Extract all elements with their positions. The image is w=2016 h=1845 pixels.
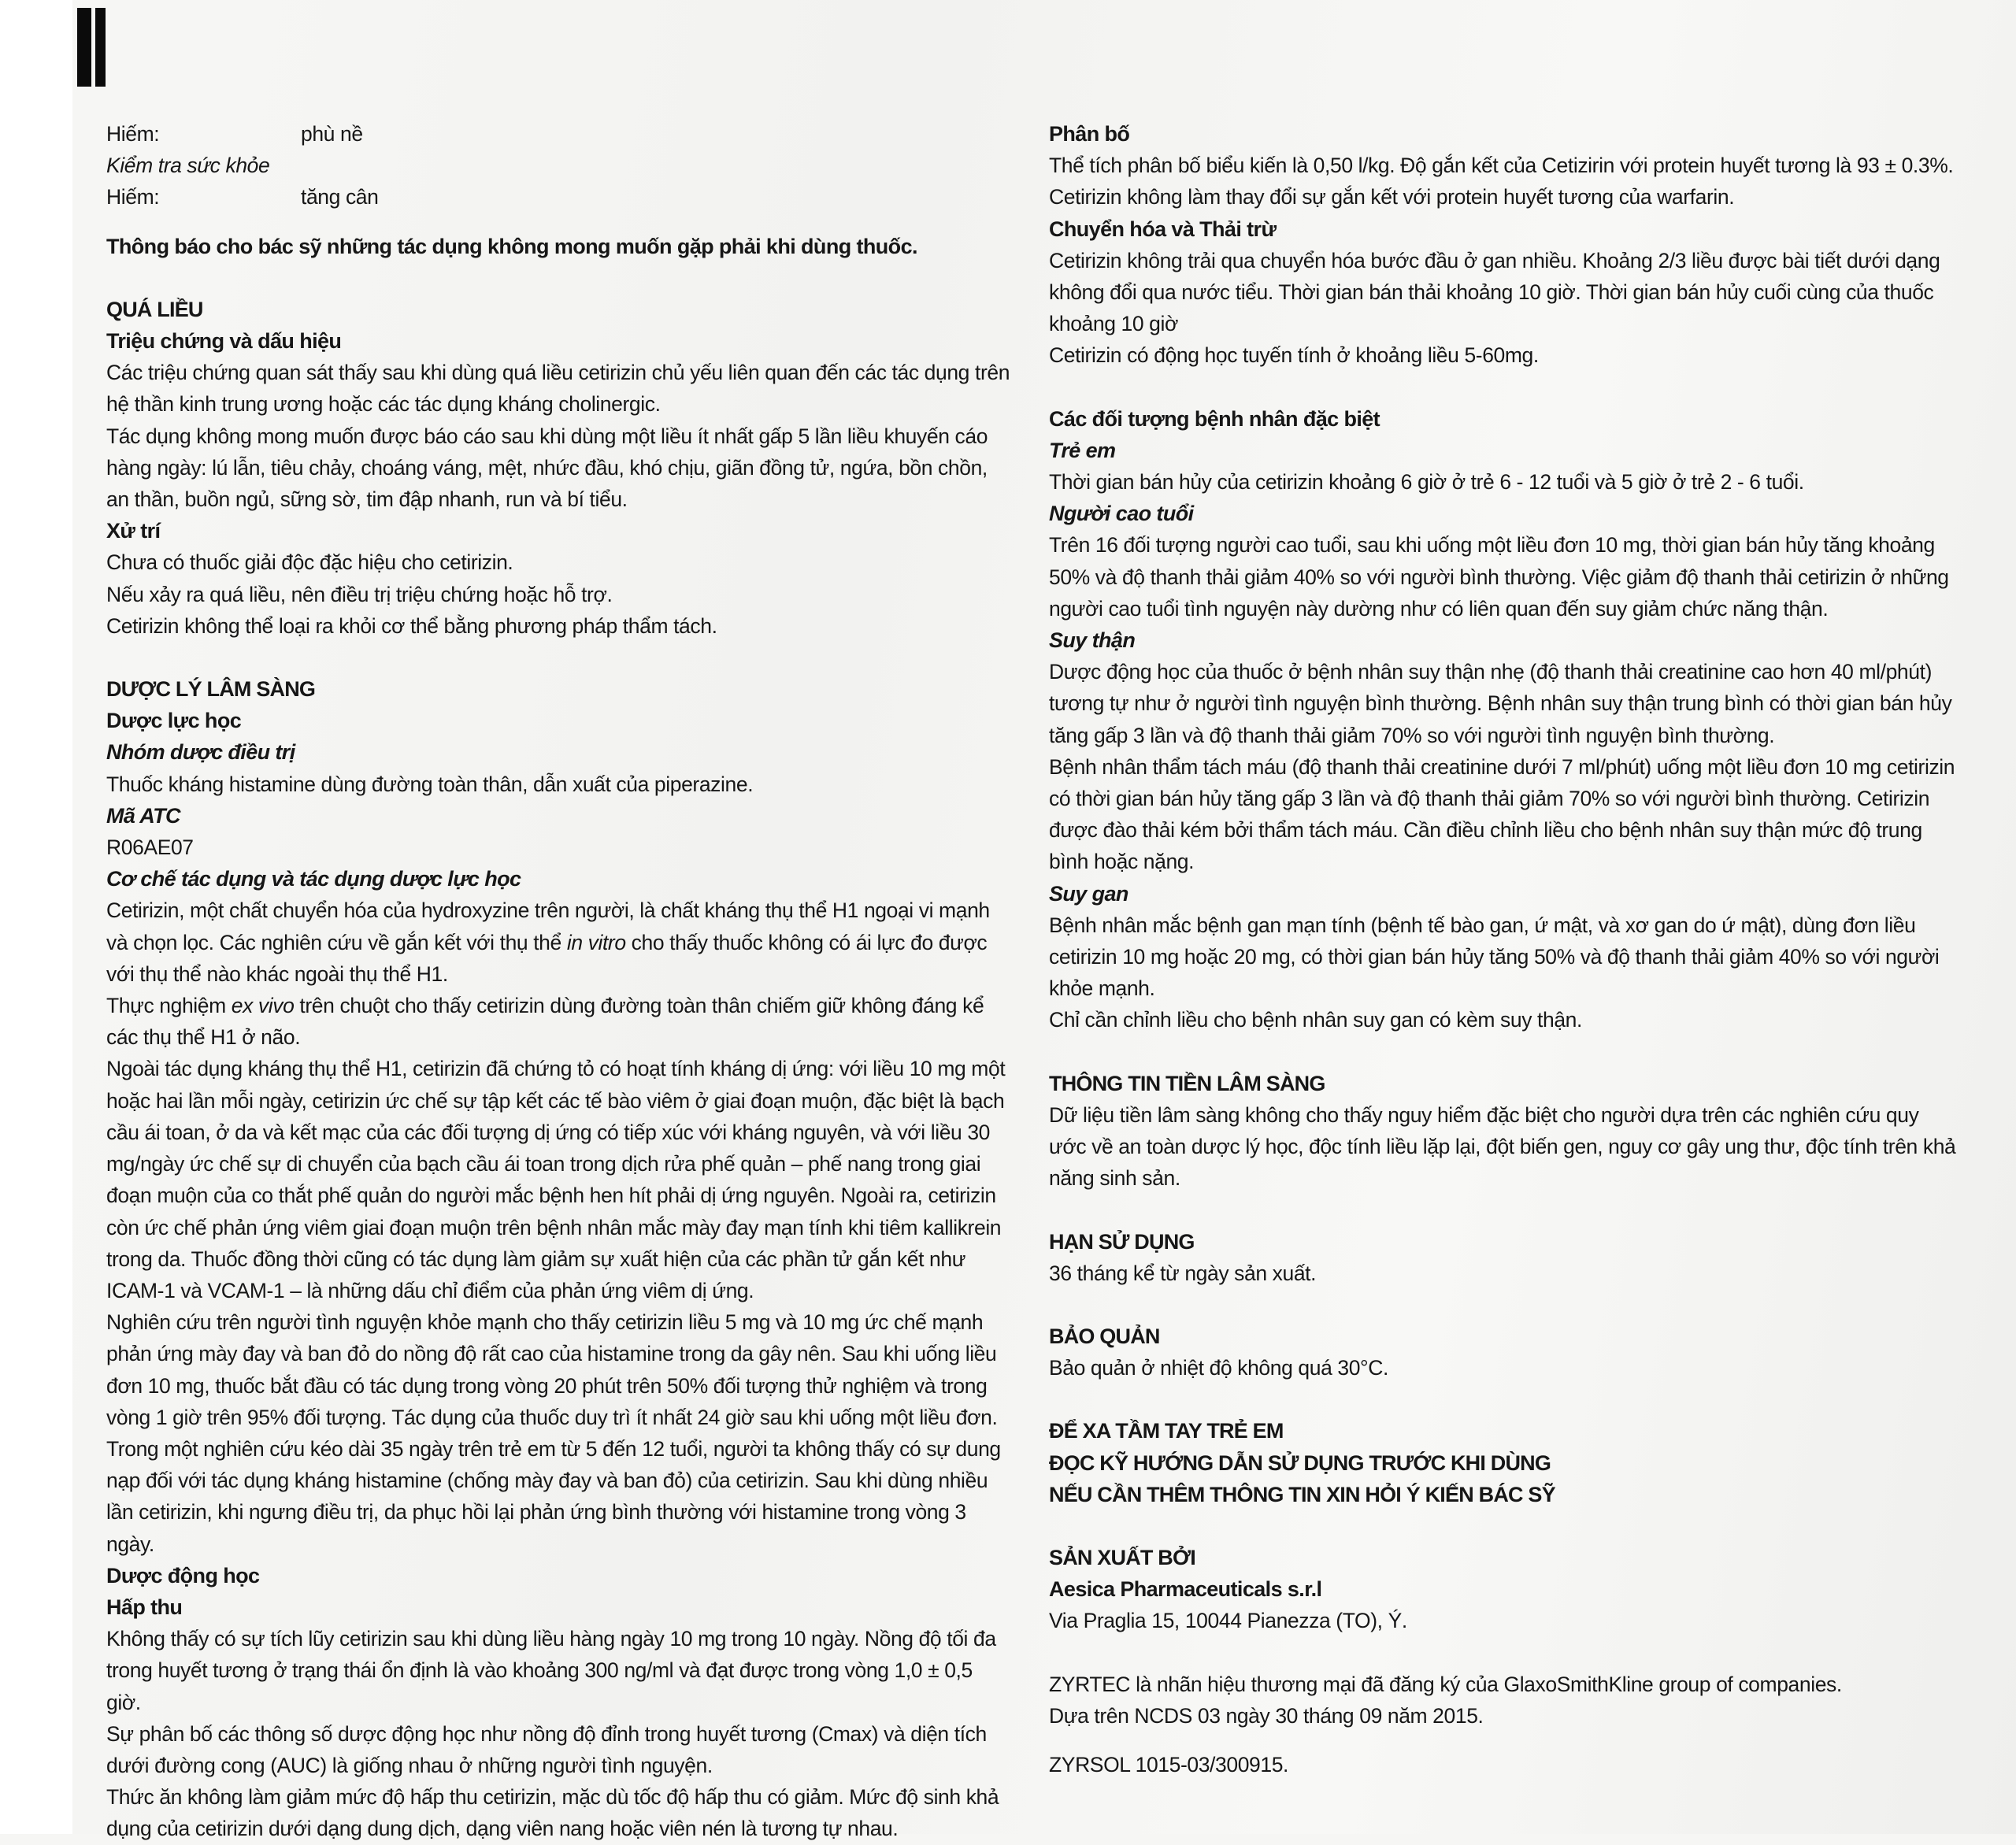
side-effect-row [106, 181, 1012, 213]
paragraph: Dữ liệu tiền lâm sàng không cho thấy nguy hiểm đặc biệt cho người dựa trên các nghiên cứu quy ước về an toàn dược lý học, độc tính liều lặp lại, đột biến gen, nguy cơ gây ung thư, độc tính trên khả năng sinh sản. [1049, 1102, 1956, 1191]
paragraph: Sự phân bố các thông số dược động học như nồng độ đỉnh trong huyết tương (Cmax) và diện tích dưới đường cong (AUC) là giống nhau ở những người tình nguyện. [106, 1721, 987, 1777]
paragraph: Thời gian bán hủy của cetirizin khoảng 6 giờ ở trẻ 6 - 12 tuổi và 5 giờ ở trẻ 2 - 6 tuổi. [1049, 470, 1804, 495]
warning-line: ĐỌC KỸ HƯỚNG DẪN SỬ DỤNG TRƯỚC KHI DÙNG [1049, 1450, 1551, 1475]
subsection-title: Dược lực học [106, 709, 242, 733]
registration-mark [95, 8, 106, 87]
subsection-title: Chuyển hóa và Thải trừ [1049, 217, 1277, 241]
subsection-title: Xử trí [106, 519, 161, 543]
subsection-title: Suy gan [1049, 881, 1128, 906]
subsection-title: Người cao tuổi [1049, 502, 1194, 526]
frequency-label: Hiếm: [106, 185, 160, 209]
section-title-manufacturer: SẢN XUẤT BỞI [1049, 1545, 1195, 1569]
reference-note: Dựa trên NCDS 03 ngày 30 tháng 09 năm 2015. [1049, 1703, 1484, 1728]
paragraph: Chưa có thuốc giải độc đặc hiệu cho cetirizin. [106, 550, 513, 575]
paragraph: Thực nghiệm ex vivo trên chuột cho thấy cetirizin dùng đường toàn thân chiếm giữ không đáng kể các thụ thể H1 ở não. [106, 994, 984, 1050]
subsection-title: Các đối tượng bệnh nhân đặc biệt [1049, 406, 1380, 431]
section-title-overdose: QUÁ LIỀU [106, 297, 203, 321]
paragraph: Các triệu chứng quan sát thấy sau khi dùng quá liều cetirizin chủ yếu liên quan đến các tác dụng trên hệ thần kinh trung ương hoặc các tác dụng kháng cholinergic. [106, 361, 1010, 417]
paragraph: Cetirizin không trải qua chuyển hóa bước đầu ở gan nhiều. Khoảng 2/3 liều được bài tiết dưới dạng không đổi qua nước tiểu. Thời gian bán thải khoảng 10 giờ. Thời gian bán hủy cuối cùng của thuốc khoảng 10 giờ [1049, 248, 1940, 336]
subsection-title: Hấp thu [106, 1595, 183, 1619]
paragraph: Cetirizin, một chất chuyển hóa của hydroxyzine trên người, là chất kháng thụ thể H1 ngoại vi mạnh và chọn lọc. Các nghiên cứu về gắn kết với thụ thể in vitro cho thấy thuốc không có ái lực đo được với thụ thể nào khác ngoài thụ thể H1. [106, 898, 990, 986]
paragraph: Nếu xảy ra quá liều, nên điều trị triệu chứng hoặc hỗ trợ. [106, 582, 613, 606]
category-label: Kiểm tra sức khỏe [106, 154, 270, 178]
paragraph: Dược động học của thuốc ở bệnh nhân suy thận nhẹ (độ thanh thải creatinine cao hơn 40 ml/phút) tương tự như ở người tình nguyện bình thường. Bệnh nhân suy thận trung bình có thời gian bán hủy tăng gấp 3 lần và độ thanh thải giảm 70% so với người tình nguyện bình thường. [1049, 660, 1952, 747]
trademark-note: ZYRTEC là nhãn hiệu thương mại đã đăng ký của GlaxoSmithKline group of companies. [1049, 1672, 1842, 1696]
paragraph: Chỉ cần chỉnh liều cho bệnh nhân suy gan có kèm suy thận. [1049, 1008, 1582, 1032]
paragraph: Bệnh nhân thẩm tách máu (độ thanh thải creatinine dưới 7 ml/phút) uống một liều đơn 10 mg cetirizin có thời gian bán hủy tăng gấp 3 lần và độ thanh thải giảm 70% so với người bình thường. Cetirizin được đào thải kém bởi thẩm tách máu. Cần điều chỉnh liều cho bệnh nhân suy thận mức độ trung bình hoặc nặng. [1049, 754, 1955, 874]
manufacturer-name: Aesica Pharmaceuticals s.r.l [1049, 1577, 1322, 1602]
right-column [1049, 118, 1959, 1780]
paragraph: Tác dụng không mong muốn được báo cáo sau khi dùng một liều ít nhất gấp 5 lần liều khuyến cáo hàng ngày: lú lẫn, tiêu chảy, choáng váng, mệt, nhức đầu, khó chịu, giãn đồng tử, ngứa, bồn chồn, an thần, buồn ngủ, sững sờ, tim đập nhanh, run và bí tiểu. [106, 424, 988, 512]
subsection-title: Trẻ em [1049, 438, 1116, 462]
notify-doctor-note: Thông báo cho bác sỹ những tác dụng không mong muốn gặp phải khi dùng thuốc. [106, 234, 917, 258]
side-effect-value: phù nề [301, 122, 363, 146]
paragraph: Thức ăn không làm giảm mức độ hấp thu cetirizin, mặc dù tốc độ hấp thu có giảm. Mức độ sinh khả dụng của cetirizin dưới dạng dung dịch, dạng viên nang hoặc viên nén là tương tự nhau. [106, 1785, 999, 1841]
paragraph: Cetirizin có động học tuyến tính ở khoảng liều 5-60mg. [1049, 343, 1539, 368]
paragraph: Trên 16 đối tượng người cao tuổi, sau khi uống một liều đơn 10 mg, thời gian bán hủy tăng khoảng 50% và độ thanh thải giảm 40% so với người bình thường. Việc giảm độ thanh thải cetirizin ở những người cao tuổi tình nguyện này dường như có liên quan đến suy giảm chức năng thận. [1049, 533, 1949, 621]
paragraph: 36 tháng kể từ ngày sản xuất. [1049, 1261, 1317, 1285]
left-column [106, 118, 1012, 1845]
page-margin [0, 0, 72, 1834]
side-effect-value: tăng cân [301, 185, 379, 209]
subsection-title: Nhóm dược điều trị [106, 740, 295, 765]
section-title-storage: BẢO QUẢN [1049, 1324, 1160, 1348]
warning-line: NẾU CẦN THÊM THÔNG TIN XIN HỎI Ý KIẾN BÁC SỸ [1049, 1482, 1555, 1506]
paragraph: Không thấy có sự tích lũy cetirizin sau khi dùng liều hàng ngày 10 mg trong 10 ngày. Nồng độ tối đa trong huyết tương ở trạng thái ổn định là vào khoảng 300 ng/ml và đạt được trong vòng 1,0 ± 0,5 giờ. [106, 1627, 996, 1714]
manufacturer-address: Via Praglia 15, 10044 Pianezza (TO), Ý. [1049, 1609, 1407, 1633]
paragraph: Cetirizin không thể loại ra khỏi cơ thể bằng phương pháp thẩm tách. [106, 613, 717, 638]
paragraph: Bệnh nhân mắc bệnh gan mạn tính (bệnh tế bào gan, ứ mật, và xơ gan do ứ mật), dùng đơn liều cetirizin 10 mg hoặc 20 mg, có thời gian bán hủy tăng 50% và độ thanh thải giảm 40% so với người khỏe mạnh. [1049, 913, 1940, 1001]
paragraph: Thuốc kháng histamine dùng đường toàn thân, dẫn xuất của piperazine. [106, 772, 754, 796]
subsection-title: Triệu chứng và dấu hiệu [106, 329, 342, 354]
subsection-title: Cơ chế tác dụng và tác dụng dược lực học [106, 867, 521, 891]
warning-line: ĐỂ XA TẦM TAY TRẺ EM [1049, 1419, 1284, 1443]
paragraph: Nghiên cứu trên người tình nguyện khỏe mạnh cho thấy cetirizin liều 5 mg và 10 mg ức chế mạnh phản ứng mày đay và ban đỏ do nồng độ rất cao của histamine trong da gây nên. Sau khi uống liều đơn 10 mg, thuốc bắt đầu có tác dụng trong vòng 20 phút trên 50% đối tượng thử nghiệm và trong vòng 1 giờ trên 95% đối tượng. Tác dụng của thuốc duy trì ít nhất 24 giờ sau khi uống một liều đơn. Trong một nghiên cứu kéo dài 35 ngày trên trẻ em từ 5 đến 12 tuổi, người ta không thấy có sự dung nạp đối với tác dụng kháng histamine (chống mày đay và ban đỏ) của cetirizin. Sau khi dùng nhiều lần cetirizin, khi ngưng điều trị, da phục hồi lại phản ứng bình thường với histamine trong vòng 3 ngày. [106, 1310, 1001, 1556]
side-effect-row [106, 118, 1012, 150]
subsection-title: Suy thận [1049, 628, 1136, 653]
frequency-label: Hiếm: [106, 122, 160, 146]
atc-code: R06AE07 [106, 835, 194, 860]
subsection-title: Dược động học [106, 1563, 260, 1588]
paragraph: Bảo quản ở nhiệt độ không quá 30°C. [1049, 1356, 1388, 1380]
registration-mark [77, 8, 91, 87]
section-title-shelf-life: HẠN SỬ DỤNG [1049, 1229, 1195, 1254]
section-title-preclinical: THÔNG TIN TIỀN LÂM SÀNG [1049, 1071, 1325, 1095]
document-code: ZYRSOL 1015-03/300915. [1049, 1752, 1289, 1776]
paragraph: Ngoài tác dụng kháng thụ thể H1, cetirizin đã chứng tỏ có hoạt tính kháng dị ứng: với liều 10 mg một hoặc hai lần mỗi ngày, cetirizin ức chế sự tập kết các tế bào viêm ở giai đoạn muộn, đặc biệt là bạch cầu ái toan, ở da và kết mạc của các đối tượng dị ứng có tiếp xúc với kháng nguyên, và với liều 30 mg/ngày ức chế sự di chuyển của bạch cầu ái toan trong dịch rửa phế quản – phế nang trong giai đoạn muộn của co thắt phế quản do người mắc bệnh hen hít phải dị ứng nguyên. Ngoài ra, cetirizin còn ức chế phản ứng viêm giai đoạn muộn trên bệnh nhân mắc mày đay mạn tính khi tiêm kallikrein trong da. Thuốc đồng thời cũng có tác dụng làm giảm sự xuất hiện của các phần tử gắn kết như ICAM-1 và VCAM-1 – là những dấu chỉ điểm của phản ứng viêm dị ứng. [106, 1057, 1006, 1302]
subsection-title: Phân bố [1049, 122, 1130, 146]
section-title-clinical-pharmacology: DƯỢC LÝ LÂM SÀNG [106, 677, 316, 702]
paragraph: Thể tích phân bố biểu kiến là 0,50 l/kg. Độ gắn kết của Cetizirin với protein huyết tương là 93 ± 0.3%. Cetirizin không làm thay đổi sự gắn kết với protein huyết tương của warfarin. [1049, 154, 1954, 209]
subsection-title: Mã ATC [106, 803, 180, 828]
